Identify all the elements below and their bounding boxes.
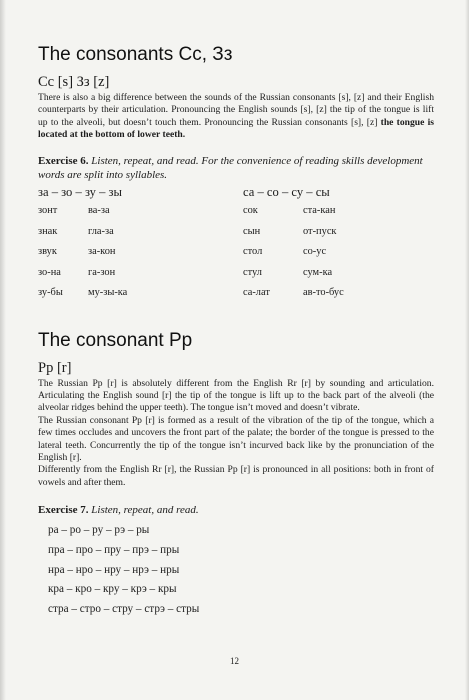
section-paragraph-cc-zz (38, 92, 434, 142)
table-cell: сын (243, 225, 261, 237)
table-cell: ва-за (88, 205, 110, 217)
syllable-line: пра – про – пру – прэ – пры (48, 543, 180, 556)
table-cell: за-кон (88, 246, 116, 258)
syllable-line: ра – ро – ру – рэ – ры (48, 524, 150, 537)
section-subtitle-cc-zz: Cc [s] Зз [z] (38, 74, 110, 90)
table-cell: сок (243, 205, 258, 217)
table-row (38, 287, 243, 308)
table-cell: зонт (38, 205, 58, 217)
table-row (243, 226, 434, 247)
paragraph-text: There is also a big difference between the sounds of the Russian consonants [s], [z] and their English counterparts by their articulation. Pronouncing the English sounds [s], [z] the tip of the tongue is lift up to the alveoli, but doesn’t touch them. Pronouncing the Russian consonants [s], [z] (38, 92, 434, 128)
page-number: 12 (230, 656, 239, 666)
table-cell: звук (38, 246, 57, 258)
section-paragraph-rr-1: The Russian Pp [r] is absolutely different from the English Rr [r] by sounding and articulation. Articulating the English sound [r] the tip of the tongue is lift up to the back part of the alveoli (the alveolar ridges behind the upper teeth). The tongue isn’t moved and doesn’t vibrate. (38, 377, 434, 414)
exercise-6-heading (38, 154, 434, 182)
syllable-line: стра – стро – стру – стрэ – стры (48, 602, 200, 615)
section-subtitle-rr: Рр [r] (38, 359, 72, 376)
exercise-6-left-column (38, 184, 243, 308)
exercise-6-label: Exercise 6. (38, 154, 89, 167)
paragraph-bold-text: the tongue is located at the bottom of lower teeth. (38, 116, 435, 141)
table-row (243, 287, 434, 308)
exercise-6-right-column (243, 184, 434, 308)
table-row (38, 205, 243, 226)
right-column-header: са – со – су – сы (243, 185, 330, 200)
table-cell: зу-бы (38, 287, 63, 299)
table-cell: сум-ка (303, 266, 333, 278)
table-cell: ав-то-бус (303, 287, 344, 299)
syllable-line: нра – нро – нру – нрэ – нры (48, 563, 180, 576)
table-row (243, 267, 434, 288)
table-cell: са-лат (243, 287, 270, 299)
table-row (38, 246, 243, 267)
table-cell: со-ус (303, 246, 327, 258)
table-row (243, 246, 434, 267)
table-row (38, 267, 243, 288)
page-shadow-left (0, 0, 6, 700)
exercise-7-heading (38, 503, 434, 517)
left-column-header: за – зо – зу – зы (38, 185, 122, 200)
table-cell: знак (38, 225, 58, 237)
page-shadow-right (465, 0, 469, 700)
exercise-7-syllables (48, 521, 434, 619)
page-content (38, 44, 434, 619)
exercise-6-instruction: Listen, repeat, and read. For the convenience of reading skills development words are split into syllables. (38, 154, 423, 181)
table-cell: ста-кан (303, 205, 336, 217)
section-title-rr: The consonant Рр (38, 329, 193, 351)
exercise-6-table (38, 184, 434, 308)
table-cell: стол (243, 246, 263, 258)
exercise-7-label: Exercise 7. (38, 504, 89, 517)
table-row (243, 205, 434, 226)
table-cell: гла-за (88, 225, 114, 237)
section-paragraph-rr-3: Differently from the English Rr [r], the Russian Pp [r] is pronounced in all positions: both in front of vowels and after them. (38, 464, 434, 488)
exercise-7-instruction: Listen, repeat, and read. (88, 504, 199, 517)
table-cell: зо-на (38, 266, 61, 278)
syllable-line: кра – кро – кру – крэ – кры (48, 583, 177, 596)
table-cell: му-зы-ка (88, 287, 128, 299)
table-cell: от-пуск (303, 225, 337, 237)
table-row (38, 226, 243, 247)
section-paragraph-rr-2: The Russian consonant Pp [r] is formed as a result of the vibration of the tip of the tongue, which a few times occludes and uncovers the front part of the palate; the border of the tongue is pressed to the lateral teeth. Concurrently the tip of the tongue isn’t incurved back like by the pronunciation of the English [r]. (38, 414, 434, 463)
table-cell: стул (243, 266, 262, 278)
section-title-cc-zz: The consonants Cc, Зз (38, 44, 233, 65)
table-cell: га-зон (88, 266, 116, 278)
